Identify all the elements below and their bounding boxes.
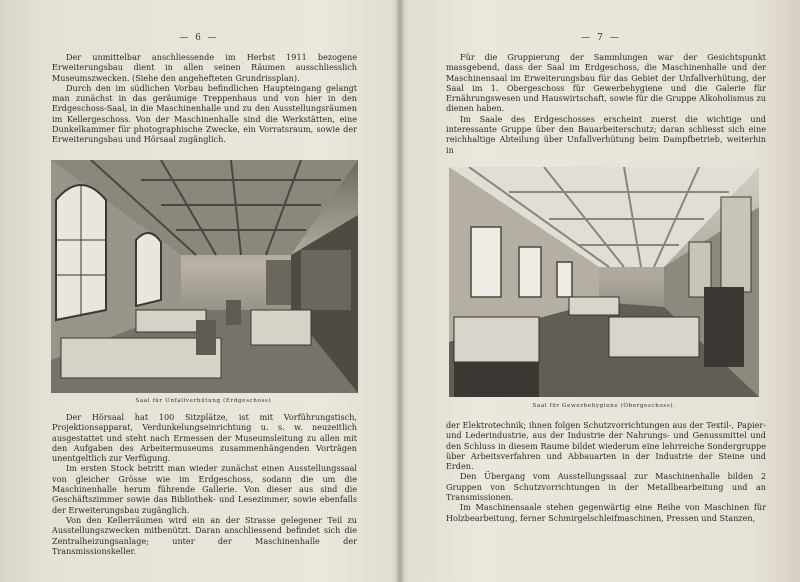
left-page [0,0,398,582]
paragraph: Im Maschinensaale stehen gegenwärtig eine Reihe von Maschinen für Holzbearbeitung, ferner Schmirgelschleifmaschinen, Pressen und Stanzen, [446,502,766,523]
photo-unfallverhuetung [51,160,358,393]
paragraph: Der Hörsaal hat 100 Sitzplätze, ist mit Vorführungstisch, Projektionsapparat, Verdunkelungseinrichtung u. s. w. neuzeitlich ausgestattet und steht nach Ermessen der Museumsleitung zu allen mit den Aufgaben des Arbeitermuseums zusammenhängenden Vorträgen unentgeltlich zur Verfügung. [52,412,357,464]
paragraph: Im Saale des Erdgeschosses erscheint zuerst die wichtige und interessante Gruppe über den Bauarbeiterschutz; daran schliesst sich eine reichhaltige Abteilung über Unfallverhütung beim Dampfbetrieb, weiterhin in [446,113,766,155]
right-photo-caption: Saal für Gewerbehygiene (Obergeschoss). [532,403,676,409]
right-bottom-text [446,420,766,523]
paragraph: Für die Gruppierung der Sammlungen war der Gesichtspunkt massgebend, dass der Saal im Erdgeschoss, die Maschinenhalle und der Maschinensaal im Erweiterungsbau für das Gebiet der Unfallverhütung, der Saal im 1. Obergeschoss für Gewerbehygiene und die Galerie für Ernährungswesen und Hauswirtschaft, sowie für die Gruppe Alkoholismus zu dienen haben. [446,52,766,114]
photo-gewerbehygiene [449,167,759,397]
left-bottom-text [52,412,357,556]
paragraph: Der unmittelbar anschliessende im Herbst 1911 bezogene Erweiterungsbau dient in allen seinen Räumen ausschliesslich Museumszwecken. (Siehe den angehefteten Grundrissplan). [52,52,357,83]
left-page-number: — 6 — [179,33,219,43]
left-top-text [52,52,357,145]
paragraph: Im ersten Stock betritt man wieder zunächst einen Ausstellungssaal von gleicher Grösse wie im Erdgeschoss, sodann die um die Maschinenhalle herum führende Gallerie. Von dieser aus sind die Geschäftszimmer sowie das Bibliothek- und Lesezimmer, sowie ebenfalls der Erweiterungsbau zugänglich. [52,463,357,515]
right-page [402,0,800,582]
right-top-text [446,52,766,155]
right-page-number: — 7 — [581,33,621,43]
paragraph: der Elektrotechnik; ihnen folgen Schutzvorrichtungen aus der Textil-, Papier- und Lederindustrie, aus der Industrie der Nahrungs- und Genussmittel und den Schluss in diesem Raume bildet wiederum eine lehrreiche Sondergruppe über Arbeitsverfahren und Abbauarten in der Industrie der Steine und Erden. [446,420,766,472]
paragraph: Den Übergang vom Ausstellungssaal zur Maschinenhalle bilden 2 Gruppen von Schutzvorrichtungen in der Metallbearbeitung und an Transmissionen. [446,471,766,503]
left-photo-caption: Saal für Unfallverhütung (Erdgeschoss). [135,398,274,404]
paragraph: Durch den im südlichen Vorbau befindlichen Haupteingang gelangt man zunächst in das geräumige Treppenhaus und von hier in den Erdgeschoss-Saal, in die Maschinenhalle und zu den Ausstellungsräumen im Kellergeschoss. Von der Maschinenhalle sind die Werkstätten, eine Dunkelkammer für photographische Zwecke, ein Vorratsraum, sowie der Erweiterungsbau und Hörsaal zugänglich. [52,82,357,145]
paragraph: Von den Kellerräumen wird ein an der Strasse gelegener Teil zu Ausstellungszwecken mitbenützt. Daran anschliessend befindet sich die Zentralheizungsanlage; unter der Maschinenhalle der Transmissionskeller. [52,514,357,556]
hall-photo-graphic [51,160,358,393]
hall-photo-graphic [449,167,759,397]
